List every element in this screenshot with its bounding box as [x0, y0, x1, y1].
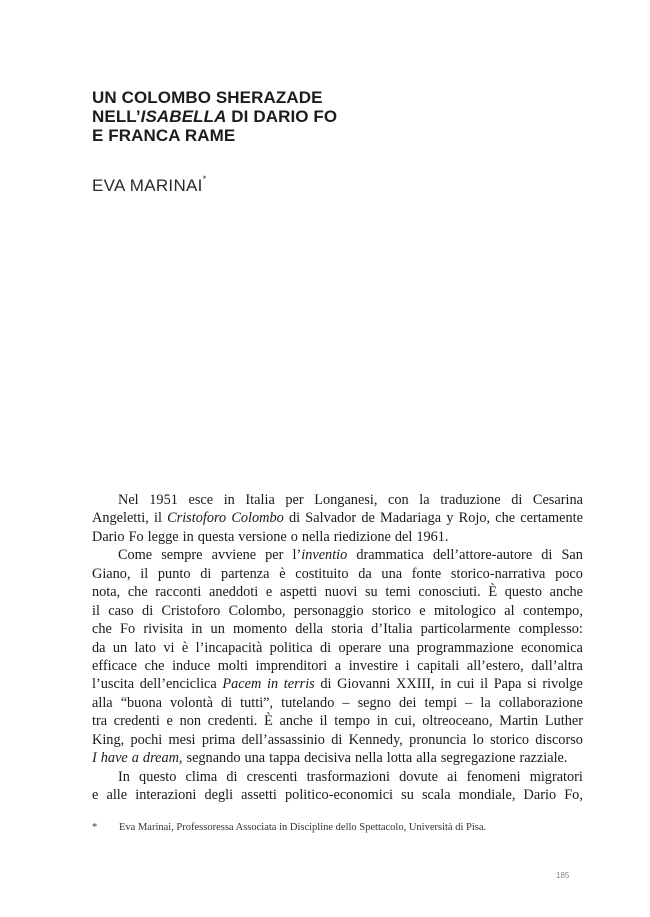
body-word: nota,	[92, 584, 121, 601]
body-word: dovute	[399, 768, 438, 785]
body-word: dall’altra	[531, 657, 583, 674]
body-word: punto	[157, 565, 191, 582]
body-line	[92, 620, 583, 638]
body-line	[92, 712, 583, 730]
footnote-text: Eva Marinai, Professoressa Associata in Discipline dello Spettacolo, Università di Pisa.	[119, 822, 487, 833]
body-line	[92, 509, 583, 527]
body-line	[92, 657, 583, 675]
body-word: Angeletti,	[92, 510, 149, 527]
body-word: d’Italia	[371, 621, 413, 638]
body-word: degli	[204, 787, 234, 803]
body-word: Longanesi,	[314, 492, 378, 508]
author-text: EVA MARINAI	[92, 176, 203, 195]
body-word: –	[342, 694, 350, 711]
body-word: credenti	[113, 713, 160, 730]
body-word: trasformazioni	[306, 768, 390, 785]
body-word: momento	[233, 621, 288, 638]
body-word: sempre	[161, 547, 203, 564]
body-word: cui,	[394, 713, 416, 730]
body-word: Colombo,	[228, 602, 286, 619]
body-word: il	[480, 676, 489, 693]
body-line	[92, 565, 583, 583]
body-word: di	[320, 676, 332, 693]
body-word: aspetti	[279, 584, 318, 601]
body-line	[92, 786, 583, 804]
body-word: cui	[457, 676, 475, 693]
body-word: Cesarina	[532, 492, 583, 508]
body-word: temi	[385, 584, 411, 601]
body-word: storico	[490, 731, 529, 748]
body-word: San	[561, 547, 583, 564]
body-word: Papa	[493, 676, 522, 693]
body-word: della	[295, 621, 324, 638]
body-word: Fo	[128, 528, 144, 545]
body-word: pochi	[130, 731, 163, 748]
body-word: all’estero,	[466, 657, 524, 674]
body-word: Nel	[118, 492, 139, 508]
body-word: razziale.	[519, 750, 568, 767]
body-word: dell’enciclica	[139, 676, 217, 693]
body-word: una	[388, 639, 410, 656]
body-line	[92, 528, 583, 546]
body-word: tutelando	[281, 694, 335, 711]
body-word: è	[279, 565, 286, 582]
body-word: mesi	[168, 731, 196, 748]
body-word: l’	[292, 547, 302, 564]
body-word: È	[264, 713, 273, 730]
body-word: pronuncia	[409, 731, 467, 748]
body-word: investire	[348, 657, 398, 674]
body-word: scala	[421, 787, 451, 803]
body-word: costituito	[295, 565, 349, 582]
body-word: questa	[197, 528, 235, 545]
body-word: prima	[201, 731, 236, 748]
body-word: certamente	[520, 510, 583, 527]
body-word: Martin	[499, 713, 539, 730]
body-word: su	[364, 584, 378, 601]
body-word: di	[226, 768, 238, 785]
title-line-2-suffix: DI DARIO FO	[226, 107, 338, 126]
body-word: mondiale,	[458, 787, 516, 803]
body-word: credenti.	[207, 713, 258, 730]
body-word: Kennedy,	[348, 731, 403, 748]
body-word: programmazione	[416, 639, 514, 656]
body-word: di	[142, 602, 154, 619]
body-word: crescenti	[246, 768, 298, 785]
body-word: una	[244, 750, 266, 767]
body-line	[92, 546, 583, 564]
body-word: questo	[139, 768, 177, 785]
body-word: dell’attore-autore	[432, 547, 533, 564]
body-word: l’uscita	[92, 676, 135, 693]
body-word: versione	[238, 528, 287, 545]
body-word: per	[285, 492, 304, 508]
footnote-mark: *	[92, 822, 98, 833]
body-word: è	[181, 639, 189, 656]
body-word: il	[319, 713, 328, 730]
body-word: da	[358, 565, 372, 582]
body-word: aneddoti	[208, 584, 259, 601]
body-word: fonte	[411, 565, 442, 582]
body-word: y	[446, 510, 454, 527]
body-word: lotta	[386, 750, 413, 767]
body-word: un	[112, 639, 128, 656]
body-word: non	[179, 713, 202, 730]
body-word: in	[440, 676, 452, 693]
body-word: di	[288, 510, 301, 527]
body-word: di	[511, 492, 523, 508]
body-word: migratori	[529, 768, 583, 785]
body-word: fenomeni	[466, 768, 521, 785]
body-word: una	[381, 565, 403, 582]
body-word: È	[488, 584, 498, 601]
body-word: il	[140, 565, 149, 582]
body-word: Cristoforo	[161, 602, 221, 619]
body-word: complesso:	[518, 621, 583, 638]
body-word: poco	[555, 565, 583, 582]
body-word: –	[465, 694, 473, 711]
body-word: nella	[301, 528, 330, 545]
body-word: Italia	[245, 492, 275, 508]
body-line	[92, 583, 583, 601]
body-word: si	[527, 676, 537, 693]
body-word: a	[131, 750, 139, 767]
body-word: Giano,	[92, 565, 131, 582]
body-word: i	[405, 657, 410, 674]
body-word: storico	[372, 602, 411, 619]
body-word: Rojo,	[458, 510, 491, 527]
body-word: segregazione	[440, 750, 516, 767]
body-word: politica	[269, 639, 313, 656]
body-word: in	[376, 713, 388, 730]
footnote	[92, 822, 486, 833]
body-word: Dario	[523, 787, 557, 803]
body-word: operare	[338, 639, 382, 656]
body-text	[92, 491, 583, 804]
body-word: clima	[185, 768, 218, 785]
title-line-2-prefix: NELL’	[92, 107, 141, 126]
body-word: Giovanni	[337, 676, 391, 693]
author-name	[92, 176, 207, 196]
body-word: alla	[92, 694, 113, 711]
body-word: a	[334, 657, 342, 674]
body-word: di	[220, 694, 233, 711]
body-word: capitali	[417, 657, 460, 674]
body-word: da	[92, 639, 106, 656]
body-word: esce	[188, 492, 214, 508]
body-word: assetti	[241, 787, 277, 803]
body-word: e	[166, 713, 173, 730]
body-word-group	[293, 546, 348, 564]
body-word: Fo	[120, 621, 136, 638]
body-line	[92, 675, 583, 693]
body-word: in	[223, 492, 235, 508]
body-word: la	[480, 694, 491, 711]
body-word: in	[266, 676, 279, 693]
body-word: di	[319, 639, 332, 656]
body-word: volontà	[170, 694, 213, 711]
body-word: traduzione	[440, 492, 501, 508]
body-word: alle	[106, 787, 128, 803]
body-word: “buona	[120, 694, 162, 711]
body-word: inventio	[301, 547, 348, 564]
body-word: collaborazione	[498, 694, 583, 711]
body-word: di	[541, 547, 553, 564]
body-line	[92, 694, 583, 712]
body-word: il	[153, 510, 162, 527]
body-word: contempo,	[522, 602, 583, 619]
body-line	[92, 768, 583, 786]
body-word: imprenditori	[255, 657, 328, 674]
body-word: politico-economici	[285, 787, 394, 803]
body-word: di	[200, 565, 212, 582]
body-word: anche	[549, 584, 583, 601]
body-word: mitologico	[433, 602, 496, 619]
body-word: segno	[357, 694, 391, 711]
body-word: che	[127, 584, 148, 601]
body-word: XXIII,	[396, 676, 435, 693]
body-word: l’incapacità	[195, 639, 263, 656]
body-line	[92, 639, 583, 657]
body-word: storico-narrativa	[450, 565, 546, 582]
body-word: nella	[354, 750, 383, 767]
body-word: de	[361, 510, 375, 527]
body-word: Dario	[92, 528, 125, 545]
body-word: che	[144, 657, 165, 674]
body-word: Cristoforo	[167, 510, 227, 527]
body-word: avviene	[211, 547, 257, 564]
body-word: che	[495, 510, 516, 527]
body-word: ai	[447, 768, 458, 785]
body-word: il	[92, 602, 100, 619]
body-word: dream,	[142, 750, 183, 767]
body-word: dei	[399, 694, 417, 711]
body-line	[92, 491, 583, 509]
body-word: vi	[163, 639, 175, 656]
body-word: tempi	[424, 694, 458, 711]
body-word: Pacem	[222, 676, 262, 693]
body-word: interazioni	[135, 787, 197, 803]
body-word: terris	[283, 676, 315, 693]
body-word: nuovi	[324, 584, 358, 601]
body-word: tutti”,	[240, 694, 274, 711]
body-word: partenza	[221, 565, 270, 582]
body-word: del	[394, 528, 413, 545]
author-footnote-mark: *	[202, 174, 207, 184]
body-word: questo	[504, 584, 543, 601]
body-word: lato	[134, 639, 156, 656]
body-word: Salvador	[305, 510, 357, 527]
body-word: la	[419, 492, 430, 508]
body-word: molti	[217, 657, 248, 674]
body-word: in	[182, 528, 194, 545]
body-word: have	[100, 750, 128, 767]
body-word: drammatica	[356, 547, 424, 564]
body-word: efficace	[92, 657, 137, 674]
body-word: al	[504, 602, 515, 619]
body-word: e	[265, 584, 273, 601]
body-word: di	[331, 731, 343, 748]
body-line	[92, 749, 583, 767]
body-word: Madariaga	[380, 510, 442, 527]
chapter-title	[92, 88, 512, 145]
body-word: Colombo	[231, 510, 284, 527]
body-word: legge	[147, 528, 179, 545]
body-word: rivolge	[542, 676, 583, 693]
body-word: Luther	[544, 713, 583, 730]
body-word: tempo	[334, 713, 370, 730]
page-number: 185	[556, 871, 570, 880]
body-line	[92, 602, 583, 620]
body-word: induce	[172, 657, 211, 674]
body-word: 1961.	[416, 528, 449, 545]
body-word: economica	[520, 639, 583, 656]
body-word: alla	[416, 750, 437, 767]
body-word: Come	[118, 547, 153, 564]
body-word: anche	[279, 713, 313, 730]
body-word: segnando	[186, 750, 241, 767]
body-word: un	[210, 621, 225, 638]
body-word: e	[92, 787, 99, 803]
body-word: conosciuti.	[418, 584, 481, 601]
body-word: decisiva	[304, 750, 351, 767]
title-line-2-italic: ISABELLA	[140, 107, 227, 126]
body-word: o	[290, 528, 298, 545]
title-line-3: E FRANCA RAME	[92, 126, 236, 145]
body-word: In	[118, 768, 130, 785]
title-line-2	[92, 107, 512, 126]
body-word: dell’assassinio	[241, 731, 325, 748]
body-word: su	[401, 787, 414, 803]
body-word: per	[265, 547, 284, 564]
body-word: discorso	[535, 731, 583, 748]
body-word: tappa	[269, 750, 301, 767]
body-line	[92, 731, 583, 749]
body-word: particolarmente	[420, 621, 511, 638]
body-word: Fo,	[564, 787, 583, 803]
body-word: caso	[108, 602, 134, 619]
body-word: tra	[92, 713, 108, 730]
body-word: riedizione	[333, 528, 391, 545]
body-word: che	[92, 621, 112, 638]
body-word: in	[191, 621, 203, 638]
body-word: rivisita	[143, 621, 184, 638]
body-word: personaggio	[293, 602, 364, 619]
title-line-1: UN COLOMBO SHERAZADE	[92, 88, 323, 107]
body-word: I	[92, 750, 97, 767]
body-word: King,	[92, 731, 125, 748]
body-word: oltreoceano,	[422, 713, 493, 730]
body-word: storia	[331, 621, 363, 638]
body-word: 1951	[149, 492, 178, 508]
body-word: racconti	[155, 584, 202, 601]
body-word: e	[419, 602, 426, 619]
body-word: lo	[472, 731, 484, 748]
body-word: con	[388, 492, 409, 508]
